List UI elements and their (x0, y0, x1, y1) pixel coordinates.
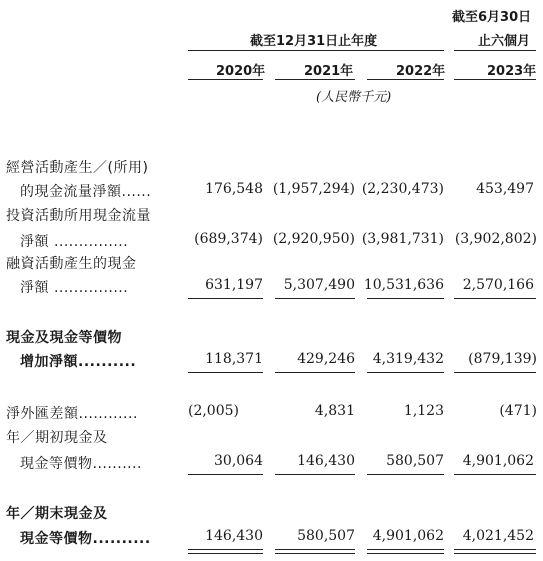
net-increase-2021: 429,246 (297, 351, 355, 367)
beginning-2020: 30,064 (214, 453, 263, 469)
net-rule-2022 (367, 372, 444, 373)
fx-2022: 1,123 (403, 403, 444, 419)
beginning-2022: 580,507 (386, 453, 444, 469)
investing-label-line1: 投資活動所用現金流量 (6, 208, 151, 224)
subtotal-rule-2021 (275, 298, 355, 299)
financing-label-line1: 融資活動產生的現金 (6, 256, 137, 272)
beginning-2023: 4,901,062 (462, 453, 534, 469)
unit-label: (人民幣千元) (316, 90, 392, 105)
total-double-rule-2023 (454, 549, 536, 554)
fx-2023: (471) (499, 403, 537, 419)
beg-rule-2022 (367, 474, 444, 475)
net-rule-2023 (454, 372, 536, 373)
col-header-2023: 2023年 (487, 64, 537, 79)
net-increase-2023: (879,139) (468, 351, 537, 367)
six-month-header-line1: 截至6月30日 (452, 10, 532, 25)
subtotal-rule-2022 (367, 298, 444, 299)
fx-2020: (2,005) (187, 403, 239, 419)
total-double-rule-2020 (188, 549, 263, 554)
net-increase-2020: 118,371 (205, 351, 263, 367)
subtotal-rule-2020 (188, 298, 263, 299)
net-rule-2021 (275, 372, 355, 373)
total-double-rule-2022 (367, 549, 444, 554)
financing-2021: 5,307,490 (283, 277, 355, 293)
operating-2023: 453,497 (476, 181, 534, 197)
investing-2020: (689,374) (194, 231, 263, 247)
year-group-header: 截至12月31日止年度 (250, 34, 378, 49)
col-header-2021: 2021年 (304, 64, 354, 79)
col-rule-2022 (367, 79, 444, 80)
col-rule-2021 (275, 79, 355, 80)
beg-rule-2020 (188, 474, 263, 475)
investing-2021: (2,920,950) (272, 231, 355, 247)
col-rule-2020 (188, 79, 263, 80)
operating-2021: (1,957,294) (272, 181, 355, 197)
fx-label: 淨外匯差額............ (6, 406, 138, 422)
operating-label-line2: 的現金流量淨額...... (20, 184, 152, 200)
financing-label-line2: 淨額 ............... (20, 280, 129, 296)
investing-2022: (3,981,731) (361, 231, 444, 247)
beg-rule-2021 (275, 474, 355, 475)
net-rule-2020 (188, 372, 263, 373)
beginning-2021: 146,430 (297, 453, 355, 469)
col-rule-2023 (454, 79, 536, 80)
six-month-header-line2: 止六個月 (478, 34, 531, 49)
beg-rule-2023 (454, 474, 536, 475)
beginning-label-line2: 現金等價物.......... (20, 456, 143, 472)
ending-label-line1: 年／期末現金及 (6, 506, 108, 522)
net-increase-label-line2: 增加淨額.......... (20, 354, 137, 370)
col-header-2022: 2022年 (396, 64, 446, 79)
beginning-label-line1: 年／期初現金及 (6, 430, 108, 446)
financing-2020: 631,197 (205, 277, 263, 293)
operating-2022: (2,230,473) (361, 181, 444, 197)
ending-label-line2: 現金等價物.......... (20, 531, 151, 547)
investing-label-line2: 淨額 ............... (20, 234, 129, 250)
year-group-rule (188, 50, 444, 51)
ending-2023: 4,021,452 (462, 528, 534, 544)
financing-2022: 10,531,636 (363, 277, 444, 293)
investing-2023: (3,902,802) (454, 231, 537, 247)
total-double-rule-2021 (275, 549, 355, 554)
ending-2022: 4,901,062 (372, 528, 444, 544)
ending-2020: 146,430 (205, 528, 263, 544)
fx-2021: 4,831 (314, 403, 355, 419)
six-month-rule (454, 50, 536, 51)
subtotal-rule-2023 (454, 298, 536, 299)
net-increase-label-line1: 現金及現金等價物 (6, 330, 122, 346)
operating-label-line1: 經營活動產生／(所用) (6, 160, 149, 176)
ending-2021: 580,507 (297, 528, 355, 544)
operating-2020: 176,548 (205, 181, 263, 197)
financing-2023: 2,570,166 (462, 277, 534, 293)
net-increase-2022: 4,319,432 (372, 351, 444, 367)
col-header-2020: 2020年 (216, 64, 266, 79)
